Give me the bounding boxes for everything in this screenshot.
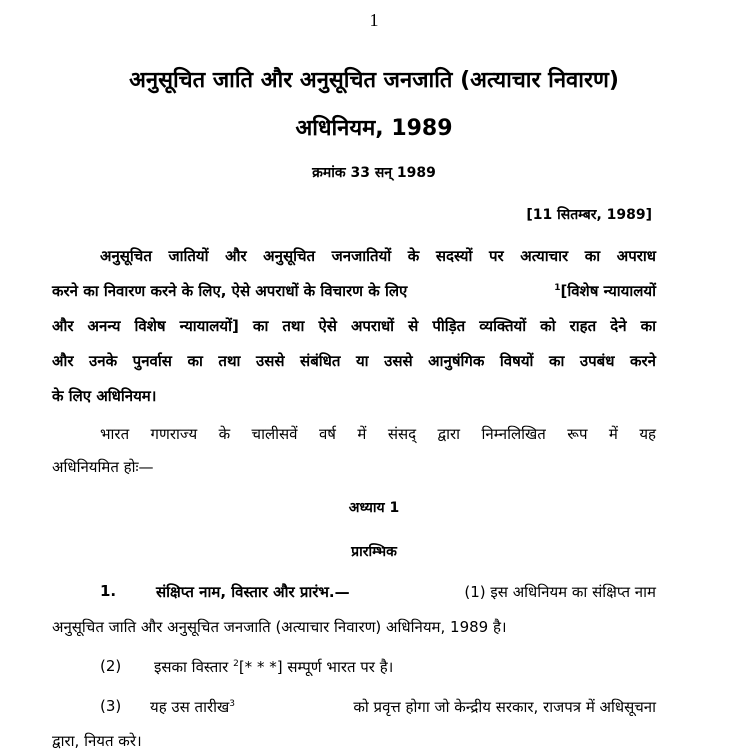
subsection-2: (2) इसका विस्तार $^2$[* * *] सम्पूर्ण भारत पर है। <box>100 657 394 676</box>
chapter-number: अध्याय 1 <box>348 500 400 516</box>
preamble-line-3: और अनन्य विशेष न्यायालयों] का तथा ऐसे अपराधों से पीड़ित व्यक्तियों को राहत देने का <box>52 317 656 335</box>
preamble-line-5: के लिए अधिनियम। <box>52 387 157 405</box>
footnote-ref-2: 2 <box>233 659 239 669</box>
section-1-line-1: 1. संक्षिप्त नाम, विस्तार और प्रारंभ.— (1) इस अधिनियम का संक्षिप्त नाम <box>52 582 656 602</box>
footnote-ref-3: 3 <box>229 699 236 709</box>
section-heading: संक्षिप्त नाम, विस्तार और प्रारंभ.— <box>156 583 350 601</box>
enactment-date: [11 सितम्बर, 1989] <box>526 207 652 223</box>
enacting-line-1: भारत गणराज्य के चालीसवें वर्ष में संसद् द्वारा निम्नलिखित रूप में यह <box>100 425 656 443</box>
act-title-line-1: अनुसूचित जाति और अनुसूचित जनजाति (अत्याचार निवारण) <box>129 68 619 93</box>
section-1-line-2: अनुसूचित जाति और अनुसूचित जनजाति (अत्याचार निवारण) अधिनियम, 1989 है। <box>52 618 507 636</box>
subsection-3-line-2: द्वारा, नियत करे। <box>52 732 142 750</box>
enacting-line-2: अधिनियमित होः— <box>52 458 154 476</box>
subsection-3: (3) यह उस तारीख$^3$ को प्रवृत्त होगा जो केन्द्रीय सरकार, राजपत्र में अधिसूचना <box>100 697 656 716</box>
preamble-line-2: करने का निवारण करने के लिए, ऐसे अपराधों के विचारण के लिए $^1$[विशेष न्यायालयों <box>52 282 656 300</box>
act-number: क्रमांक 33 सन् 1989 <box>312 165 436 181</box>
footnote-ref-1: 1 <box>554 283 561 293</box>
chapter-title: प्रारम्भिक <box>351 544 397 560</box>
act-title-line-2: अधिनियम, 1989 <box>295 116 453 141</box>
preamble-line-1: अनुसूचित जातियों और अनुसूचित जनजातियों के सदस्यों पर अत्याचार का अपराध <box>100 247 656 265</box>
section-number: 1. <box>100 582 117 600</box>
preamble-line-4: और उनके पुनर्वास का तथा उससे संबंधित या उससे आनुषंगिक विषयों का उपबंध करने <box>52 352 656 370</box>
page-number: 1 <box>369 10 379 30</box>
